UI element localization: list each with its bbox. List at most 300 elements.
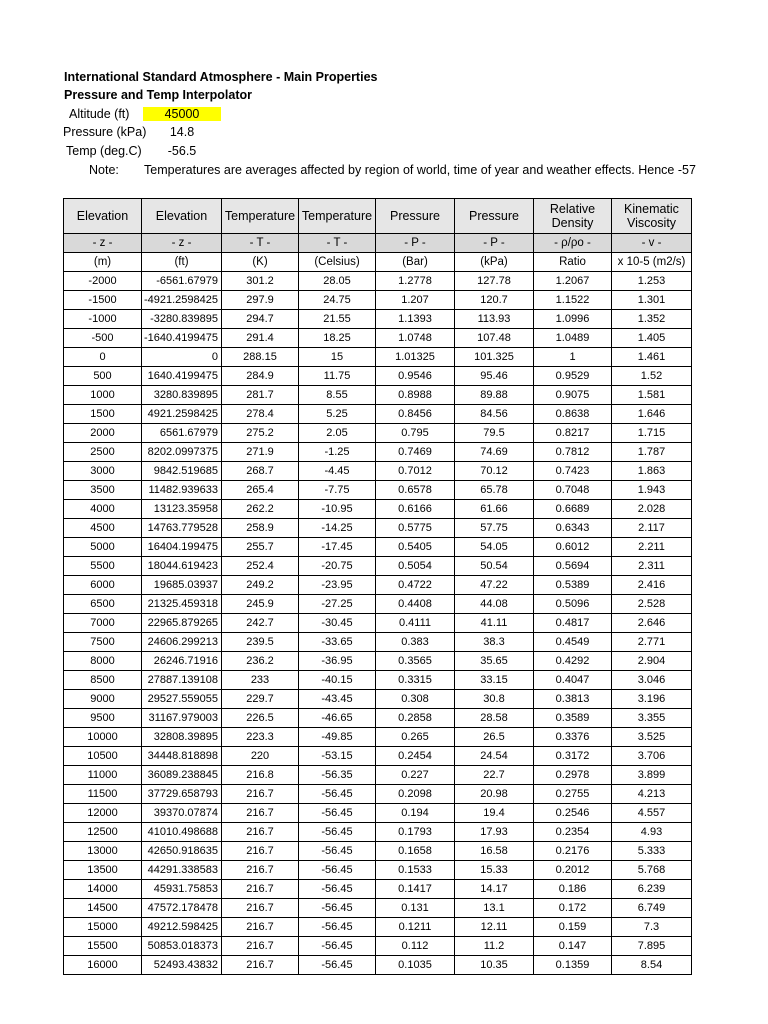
table-cell[interactable]: 1.646 (612, 405, 692, 424)
table-cell[interactable]: 89.88 (455, 386, 534, 405)
table-cell[interactable]: 301.2 (222, 272, 299, 291)
table-cell[interactable]: 12000 (64, 804, 142, 823)
table-cell[interactable]: 16404.199475 (142, 538, 222, 557)
table-cell[interactable]: 500 (64, 367, 142, 386)
table-cell[interactable]: 0.2012 (534, 861, 612, 880)
table-cell[interactable]: 30.8 (455, 690, 534, 709)
table-cell[interactable]: 5.768 (612, 861, 692, 880)
table-cell[interactable]: 2.646 (612, 614, 692, 633)
table-cell[interactable]: 52493.43832 (142, 956, 222, 975)
table-cell[interactable]: 0.6166 (376, 500, 455, 519)
table-cell[interactable]: 70.12 (455, 462, 534, 481)
table-cell[interactable]: 7.895 (612, 937, 692, 956)
table-cell[interactable]: 288.15 (222, 348, 299, 367)
table-cell[interactable]: 0.5775 (376, 519, 455, 538)
table-cell[interactable]: 1.352 (612, 310, 692, 329)
table-cell[interactable]: 0.4549 (534, 633, 612, 652)
table-cell[interactable]: 28.05 (299, 272, 376, 291)
table-cell[interactable]: 44.08 (455, 595, 534, 614)
table-cell[interactable]: 32808.39895 (142, 728, 222, 747)
table-cell[interactable]: 0.2546 (534, 804, 612, 823)
table-cell[interactable]: 7500 (64, 633, 142, 652)
table-cell[interactable]: 216.7 (222, 861, 299, 880)
table-cell[interactable]: -1.25 (299, 443, 376, 462)
table-cell[interactable]: 2.528 (612, 595, 692, 614)
table-cell[interactable]: 120.7 (455, 291, 534, 310)
table-cell[interactable]: 0.5389 (534, 576, 612, 595)
table-cell[interactable]: 4000 (64, 500, 142, 519)
table-cell[interactable]: 1.1522 (534, 291, 612, 310)
table-cell[interactable]: 0.159 (534, 918, 612, 937)
table-cell[interactable]: -56.45 (299, 823, 376, 842)
table-cell[interactable]: 1.405 (612, 329, 692, 348)
table-cell[interactable]: -23.95 (299, 576, 376, 595)
table-cell[interactable]: -56.45 (299, 956, 376, 975)
table-cell[interactable]: 6561.67979 (142, 424, 222, 443)
table-cell[interactable]: 291.4 (222, 329, 299, 348)
table-cell[interactable]: 1640.4199475 (142, 367, 222, 386)
table-cell[interactable]: 5.333 (612, 842, 692, 861)
table-cell[interactable]: -36.95 (299, 652, 376, 671)
table-cell[interactable]: - z - (64, 234, 142, 253)
table-cell[interactable]: -49.85 (299, 728, 376, 747)
table-cell[interactable]: 0.5054 (376, 557, 455, 576)
table-cell[interactable]: 8.54 (612, 956, 692, 975)
table-cell[interactable]: -40.15 (299, 671, 376, 690)
table-cell[interactable]: 0.3589 (534, 709, 612, 728)
table-cell[interactable]: 2500 (64, 443, 142, 462)
table-cell[interactable]: 0.1359 (534, 956, 612, 975)
table-cell[interactable]: 1.0489 (534, 329, 612, 348)
table-cell[interactable]: 45931.75853 (142, 880, 222, 899)
table-cell[interactable]: 216.7 (222, 804, 299, 823)
table-cell[interactable]: 0.1533 (376, 861, 455, 880)
table-cell[interactable]: 0.2755 (534, 785, 612, 804)
table-cell[interactable]: -3280.839895 (142, 310, 222, 329)
table-cell[interactable]: 0.1658 (376, 842, 455, 861)
table-cell[interactable]: 0.308 (376, 690, 455, 709)
table-cell[interactable]: 1.0748 (376, 329, 455, 348)
table-cell[interactable]: 10500 (64, 747, 142, 766)
table-cell[interactable]: -7.75 (299, 481, 376, 500)
table-cell[interactable]: 0.2176 (534, 842, 612, 861)
table-cell[interactable]: 50.54 (455, 557, 534, 576)
table-cell[interactable]: 0.5405 (376, 538, 455, 557)
table-cell[interactable]: 37729.658793 (142, 785, 222, 804)
table-cell[interactable]: 47.22 (455, 576, 534, 595)
table-cell[interactable]: 0.227 (376, 766, 455, 785)
table-cell[interactable]: 15000 (64, 918, 142, 937)
table-cell[interactable]: 1.253 (612, 272, 692, 291)
table-cell[interactable]: 216.7 (222, 899, 299, 918)
table-cell[interactable]: 22965.879265 (142, 614, 222, 633)
table-cell[interactable]: 223.3 (222, 728, 299, 747)
table-cell[interactable]: 0.2454 (376, 747, 455, 766)
table-cell[interactable]: 0.5096 (534, 595, 612, 614)
table-cell[interactable]: 4.213 (612, 785, 692, 804)
table-cell[interactable]: 24.75 (299, 291, 376, 310)
table-cell[interactable]: 0.9075 (534, 386, 612, 405)
table-cell[interactable]: -10.95 (299, 500, 376, 519)
table-cell[interactable]: Temperature (299, 199, 376, 234)
table-cell[interactable]: 0.6689 (534, 500, 612, 519)
table-cell[interactable]: -27.25 (299, 595, 376, 614)
table-cell[interactable]: 3280.839895 (142, 386, 222, 405)
table-cell[interactable]: 18044.619423 (142, 557, 222, 576)
table-cell[interactable]: 8202.0997375 (142, 443, 222, 462)
table-cell[interactable]: 216.7 (222, 880, 299, 899)
table-cell[interactable]: 0.4047 (534, 671, 612, 690)
table-cell[interactable]: 19685.03937 (142, 576, 222, 595)
table-cell[interactable]: 34448.818898 (142, 747, 222, 766)
table-cell[interactable]: -4.45 (299, 462, 376, 481)
table-cell[interactable]: 14.17 (455, 880, 534, 899)
table-cell[interactable]: (Bar) (376, 253, 455, 272)
table-cell[interactable]: 8.55 (299, 386, 376, 405)
table-cell[interactable]: 74.69 (455, 443, 534, 462)
table-cell[interactable]: 101.325 (455, 348, 534, 367)
table-cell[interactable]: 0.2858 (376, 709, 455, 728)
table-cell[interactable]: -56.45 (299, 880, 376, 899)
table-cell[interactable]: 216.7 (222, 937, 299, 956)
table-cell[interactable]: 41.11 (455, 614, 534, 633)
table-cell[interactable]: 24.54 (455, 747, 534, 766)
table-cell[interactable]: 0.6343 (534, 519, 612, 538)
table-cell[interactable]: 14763.779528 (142, 519, 222, 538)
table-cell[interactable]: 1.581 (612, 386, 692, 405)
table-cell[interactable]: 0.172 (534, 899, 612, 918)
table-cell[interactable]: 281.7 (222, 386, 299, 405)
table-cell[interactable]: 3.355 (612, 709, 692, 728)
table-cell[interactable]: 84.56 (455, 405, 534, 424)
table-cell[interactable]: 2.771 (612, 633, 692, 652)
table-cell[interactable]: 27887.139108 (142, 671, 222, 690)
table-cell[interactable]: 21325.459318 (142, 595, 222, 614)
table-cell[interactable]: 113.93 (455, 310, 534, 329)
table-cell[interactable]: 0.2098 (376, 785, 455, 804)
table-cell[interactable]: 0.265 (376, 728, 455, 747)
table-cell[interactable]: -14.25 (299, 519, 376, 538)
table-cell[interactable]: 33.15 (455, 671, 534, 690)
table-cell[interactable]: 16.58 (455, 842, 534, 861)
table-cell[interactable]: (kPa) (455, 253, 534, 272)
table-cell[interactable]: 42650.918635 (142, 842, 222, 861)
table-cell[interactable]: 47572.178478 (142, 899, 222, 918)
table-cell[interactable]: 0.3315 (376, 671, 455, 690)
table-cell[interactable]: 3.706 (612, 747, 692, 766)
table-cell[interactable]: 0.5694 (534, 557, 612, 576)
table-cell[interactable]: 1.1393 (376, 310, 455, 329)
table-cell[interactable]: 0 (142, 348, 222, 367)
table-cell[interactable]: 252.4 (222, 557, 299, 576)
table-cell[interactable]: 1.863 (612, 462, 692, 481)
table-cell[interactable]: 16000 (64, 956, 142, 975)
table-cell[interactable]: 0.4292 (534, 652, 612, 671)
table-cell[interactable]: Elevation (64, 199, 142, 234)
table-cell[interactable]: 1.461 (612, 348, 692, 367)
table-cell[interactable]: 65.78 (455, 481, 534, 500)
table-cell[interactable]: 1 (534, 348, 612, 367)
table-cell[interactable]: 245.9 (222, 595, 299, 614)
table-cell[interactable]: 249.2 (222, 576, 299, 595)
table-cell[interactable]: 258.9 (222, 519, 299, 538)
table-cell[interactable]: 57.75 (455, 519, 534, 538)
table-cell[interactable]: 6500 (64, 595, 142, 614)
table-cell[interactable]: 3.046 (612, 671, 692, 690)
table-cell[interactable]: - P - (376, 234, 455, 253)
table-cell[interactable]: 9500 (64, 709, 142, 728)
table-cell[interactable]: Ratio (534, 253, 612, 272)
table-cell[interactable]: 1.715 (612, 424, 692, 443)
table-cell[interactable]: 0.7812 (534, 443, 612, 462)
table-cell[interactable]: 1.943 (612, 481, 692, 500)
table-cell[interactable]: 8000 (64, 652, 142, 671)
table-cell[interactable]: 4500 (64, 519, 142, 538)
table-cell[interactable]: - P - (455, 234, 534, 253)
table-cell[interactable]: 49212.598425 (142, 918, 222, 937)
table-cell[interactable]: 0.7012 (376, 462, 455, 481)
table-cell[interactable]: 61.66 (455, 500, 534, 519)
table-cell[interactable]: 11.75 (299, 367, 376, 386)
table-cell[interactable]: -1640.4199475 (142, 329, 222, 348)
table-cell[interactable]: 2.117 (612, 519, 692, 538)
table-cell[interactable]: 79.5 (455, 424, 534, 443)
table-cell[interactable]: -56.45 (299, 918, 376, 937)
table-cell[interactable]: 0.131 (376, 899, 455, 918)
table-cell[interactable]: 22.7 (455, 766, 534, 785)
table-cell[interactable]: 2.211 (612, 538, 692, 557)
table-cell[interactable]: 233 (222, 671, 299, 690)
table-cell[interactable]: 0.4722 (376, 576, 455, 595)
table-cell[interactable]: 1500 (64, 405, 142, 424)
table-cell[interactable]: 36089.238845 (142, 766, 222, 785)
table-cell[interactable]: 12500 (64, 823, 142, 842)
table-cell[interactable]: 265.4 (222, 481, 299, 500)
table-cell[interactable]: 3.196 (612, 690, 692, 709)
table-cell[interactable]: 1.2067 (534, 272, 612, 291)
table-cell[interactable]: -56.45 (299, 861, 376, 880)
table-cell[interactable]: 239.5 (222, 633, 299, 652)
table-cell[interactable]: 6000 (64, 576, 142, 595)
table-cell[interactable]: Relative Density (534, 199, 612, 234)
table-cell[interactable]: -56.35 (299, 766, 376, 785)
table-cell[interactable]: 3.525 (612, 728, 692, 747)
table-cell[interactable]: - T - (222, 234, 299, 253)
table-cell[interactable]: 44291.338583 (142, 861, 222, 880)
table-cell[interactable]: 1.52 (612, 367, 692, 386)
table-cell[interactable]: -500 (64, 329, 142, 348)
table-cell[interactable]: -2000 (64, 272, 142, 291)
table-cell[interactable]: 0.8456 (376, 405, 455, 424)
table-cell[interactable]: 107.48 (455, 329, 534, 348)
table-cell[interactable]: 226.5 (222, 709, 299, 728)
table-cell[interactable]: 1000 (64, 386, 142, 405)
table-cell[interactable]: 0.4408 (376, 595, 455, 614)
table-cell[interactable]: Temperature (222, 199, 299, 234)
table-cell[interactable]: 24606.299213 (142, 633, 222, 652)
table-cell[interactable]: -56.45 (299, 899, 376, 918)
table-cell[interactable]: - T - (299, 234, 376, 253)
table-cell[interactable]: 11000 (64, 766, 142, 785)
table-cell[interactable]: Elevation (142, 199, 222, 234)
table-cell[interactable]: 26246.71916 (142, 652, 222, 671)
table-cell[interactable]: 14500 (64, 899, 142, 918)
table-cell[interactable]: -17.45 (299, 538, 376, 557)
table-cell[interactable]: 0.9546 (376, 367, 455, 386)
table-cell[interactable]: 216.7 (222, 956, 299, 975)
table-cell[interactable]: 268.7 (222, 462, 299, 481)
table-cell[interactable]: 0.383 (376, 633, 455, 652)
table-cell[interactable]: 0.7048 (534, 481, 612, 500)
table-cell[interactable]: 0.4817 (534, 614, 612, 633)
table-cell[interactable]: 0.9529 (534, 367, 612, 386)
table-cell[interactable]: Pressure (376, 199, 455, 234)
table-cell[interactable]: 255.7 (222, 538, 299, 557)
table-cell[interactable]: 271.9 (222, 443, 299, 462)
table-cell[interactable]: 38.3 (455, 633, 534, 652)
table-cell[interactable]: 0.8988 (376, 386, 455, 405)
table-cell[interactable]: 0.1793 (376, 823, 455, 842)
table-cell[interactable]: -56.45 (299, 785, 376, 804)
table-cell[interactable]: 41010.498688 (142, 823, 222, 842)
table-cell[interactable]: 0.112 (376, 937, 455, 956)
table-cell[interactable]: -43.45 (299, 690, 376, 709)
table-cell[interactable]: -1500 (64, 291, 142, 310)
table-cell[interactable]: 1.0996 (534, 310, 612, 329)
table-cell[interactable]: - v - (612, 234, 692, 253)
table-cell[interactable]: 242.7 (222, 614, 299, 633)
table-cell[interactable]: 262.2 (222, 500, 299, 519)
altitude-input[interactable]: 45000 (143, 107, 221, 121)
table-cell[interactable]: 6.749 (612, 899, 692, 918)
table-cell[interactable]: 6.239 (612, 880, 692, 899)
table-cell[interactable]: 54.05 (455, 538, 534, 557)
table-cell[interactable]: 2000 (64, 424, 142, 443)
table-cell[interactable]: 5000 (64, 538, 142, 557)
table-cell[interactable]: 4921.2598425 (142, 405, 222, 424)
table-cell[interactable]: 3500 (64, 481, 142, 500)
table-cell[interactable]: 284.9 (222, 367, 299, 386)
table-cell[interactable]: 3.899 (612, 766, 692, 785)
table-cell[interactable]: 0.4111 (376, 614, 455, 633)
table-cell[interactable]: 0.1417 (376, 880, 455, 899)
table-cell[interactable]: 1.207 (376, 291, 455, 310)
table-cell[interactable]: 8500 (64, 671, 142, 690)
table-cell[interactable]: -56.45 (299, 842, 376, 861)
table-cell[interactable]: 7.3 (612, 918, 692, 937)
table-cell[interactable]: 9842.519685 (142, 462, 222, 481)
table-cell[interactable]: 0.7469 (376, 443, 455, 462)
table-cell[interactable]: 15500 (64, 937, 142, 956)
table-cell[interactable]: - z - (142, 234, 222, 253)
table-cell[interactable]: 220 (222, 747, 299, 766)
table-cell[interactable]: 12.11 (455, 918, 534, 937)
table-cell[interactable]: - ρ/ρo - (534, 234, 612, 253)
table-cell[interactable]: 236.2 (222, 652, 299, 671)
table-cell[interactable]: 0.2354 (534, 823, 612, 842)
table-cell[interactable]: 11.2 (455, 937, 534, 956)
table-cell[interactable]: 216.7 (222, 823, 299, 842)
table-cell[interactable]: 15.33 (455, 861, 534, 880)
table-cell[interactable]: 2.311 (612, 557, 692, 576)
table-cell[interactable]: Pressure (455, 199, 534, 234)
table-cell[interactable]: 4.93 (612, 823, 692, 842)
table-cell[interactable]: 95.46 (455, 367, 534, 386)
table-cell[interactable]: 1.301 (612, 291, 692, 310)
table-cell[interactable]: 229.7 (222, 690, 299, 709)
table-cell[interactable]: 10.35 (455, 956, 534, 975)
table-cell[interactable]: 28.58 (455, 709, 534, 728)
table-cell[interactable]: 7000 (64, 614, 142, 633)
table-cell[interactable]: 11500 (64, 785, 142, 804)
table-cell[interactable]: 13000 (64, 842, 142, 861)
table-cell[interactable]: 20.98 (455, 785, 534, 804)
table-cell[interactable]: 29527.559055 (142, 690, 222, 709)
table-cell[interactable]: 1.787 (612, 443, 692, 462)
table-cell[interactable]: 2.416 (612, 576, 692, 595)
table-cell[interactable]: 294.7 (222, 310, 299, 329)
table-cell[interactable]: 2.05 (299, 424, 376, 443)
table-cell[interactable]: 0 (64, 348, 142, 367)
table-cell[interactable]: 39370.07874 (142, 804, 222, 823)
table-cell[interactable]: 275.2 (222, 424, 299, 443)
table-cell[interactable]: 50853.018373 (142, 937, 222, 956)
table-cell[interactable]: 18.25 (299, 329, 376, 348)
table-cell[interactable]: 278.4 (222, 405, 299, 424)
table-cell[interactable]: -33.65 (299, 633, 376, 652)
table-cell[interactable]: 1.2778 (376, 272, 455, 291)
table-cell[interactable]: -20.75 (299, 557, 376, 576)
table-cell[interactable]: 19.4 (455, 804, 534, 823)
table-cell[interactable]: 0.8217 (534, 424, 612, 443)
table-cell[interactable]: 0.1035 (376, 956, 455, 975)
table-cell[interactable]: (ft) (142, 253, 222, 272)
table-cell[interactable]: 13.1 (455, 899, 534, 918)
table-cell[interactable]: 0.6012 (534, 538, 612, 557)
table-cell[interactable]: (m) (64, 253, 142, 272)
table-cell[interactable]: 26.5 (455, 728, 534, 747)
table-cell[interactable]: 31167.979003 (142, 709, 222, 728)
table-cell[interactable]: 216.8 (222, 766, 299, 785)
table-cell[interactable]: 11482.939633 (142, 481, 222, 500)
table-cell[interactable]: 0.8638 (534, 405, 612, 424)
table-cell[interactable]: (Celsius) (299, 253, 376, 272)
table-cell[interactable]: 216.7 (222, 785, 299, 804)
table-cell[interactable]: 0.3172 (534, 747, 612, 766)
table-cell[interactable]: -46.65 (299, 709, 376, 728)
table-cell[interactable]: 2.028 (612, 500, 692, 519)
table-cell[interactable]: Kinematic Viscosity (612, 199, 692, 234)
table-cell[interactable]: -53.15 (299, 747, 376, 766)
table-cell[interactable]: -6561.67979 (142, 272, 222, 291)
table-cell[interactable]: x 10-5 (m2/s) (612, 253, 692, 272)
table-cell[interactable]: 14000 (64, 880, 142, 899)
table-cell[interactable]: 0.1211 (376, 918, 455, 937)
table-cell[interactable]: -4921.2598425 (142, 291, 222, 310)
table-cell[interactable]: 5.25 (299, 405, 376, 424)
table-cell[interactable]: 13500 (64, 861, 142, 880)
table-cell[interactable]: 297.9 (222, 291, 299, 310)
table-cell[interactable]: 17.93 (455, 823, 534, 842)
table-cell[interactable]: -56.45 (299, 804, 376, 823)
table-cell[interactable]: 0.7423 (534, 462, 612, 481)
table-cell[interactable]: -56.45 (299, 937, 376, 956)
table-cell[interactable]: 1.01325 (376, 348, 455, 367)
table-cell[interactable]: 5500 (64, 557, 142, 576)
table-cell[interactable]: 0.2978 (534, 766, 612, 785)
table-cell[interactable]: 127.78 (455, 272, 534, 291)
table-cell[interactable]: (K) (222, 253, 299, 272)
